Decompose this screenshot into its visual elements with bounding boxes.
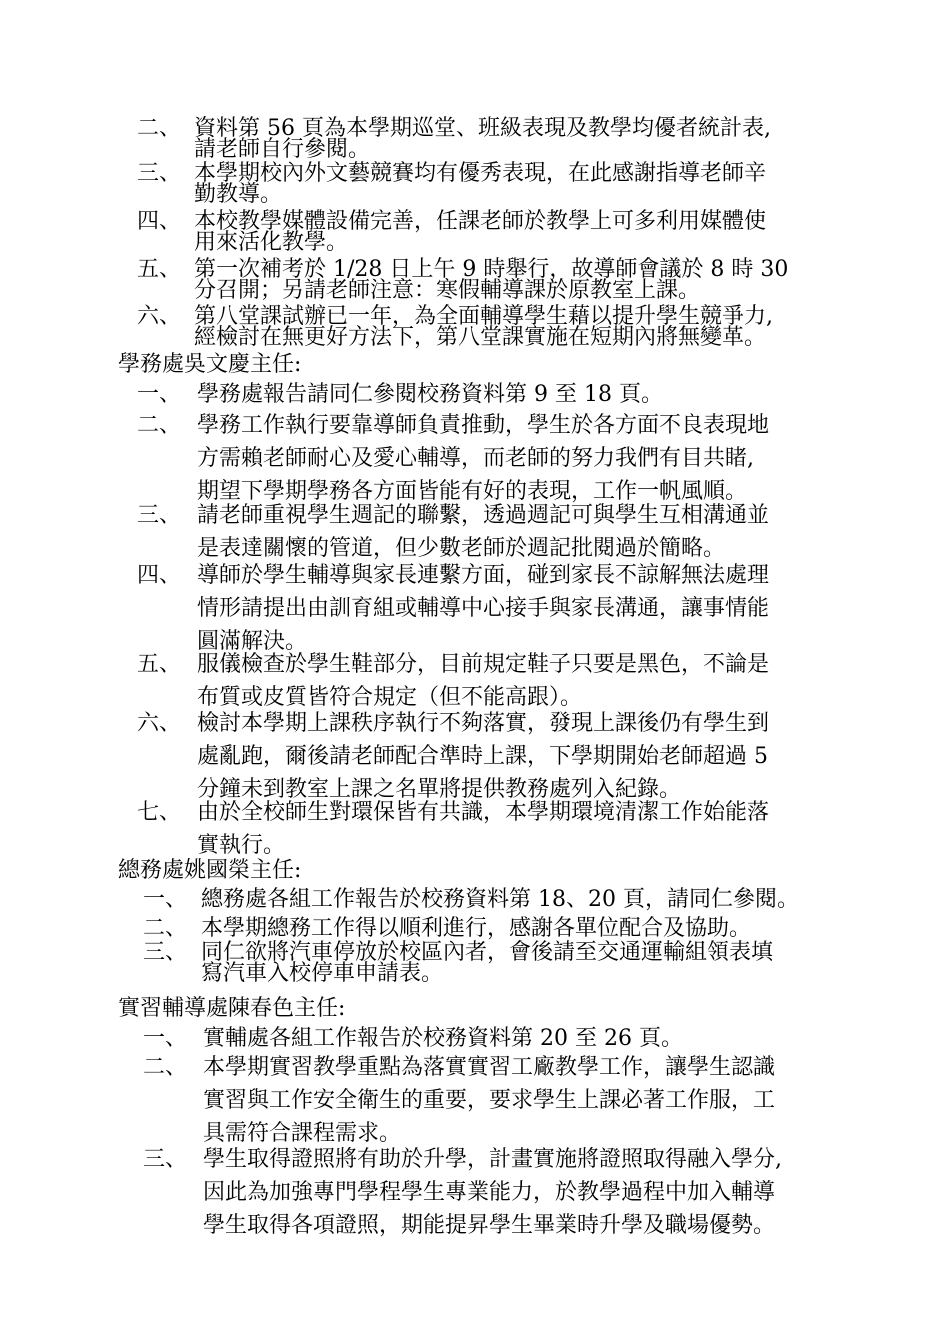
item-text-line: 因此為加強專門學程學生專業能力，於教學過程中加入輔導 (203, 1180, 776, 1205)
item-number: 一、 (143, 887, 188, 912)
item-text-line: 分召開；另請老師注意：寒假輔導課於原教室上課。 (194, 278, 701, 303)
item-number: 五、 (137, 652, 182, 677)
item-text-line: 本學期實習教學重點為落實實習工廠教學工作，讓學生認識 (203, 1055, 776, 1080)
item-text-line: 分鐘未到教室上課之名單將提供教務處列入紀錄。 (197, 777, 682, 802)
item-text-line: 經檢討在無更好方法下，第八堂課實施在短期內將無變革。 (194, 325, 767, 350)
item-text-line: 本學期總務工作得以順利進行，感謝各單位配合及協助。 (201, 916, 752, 941)
item-text-line: 資料第 56 頁為本學期巡堂、班級表現及教學均優者統計表, (194, 116, 771, 141)
item-text-line: 實習與工作安全衛生的重要，要求學生上課必著工作服，工 (203, 1088, 776, 1113)
item-number: 二、 (143, 916, 188, 941)
item-number: 五、 (137, 257, 182, 282)
item-text-line: 實輔處各組工作報告於校務資料第 20 至 26 頁。 (203, 1026, 683, 1051)
item-number: 三、 (137, 503, 182, 528)
item-number: 七、 (137, 800, 182, 825)
item-text-line: 服儀檢查於學生鞋部分，目前規定鞋子只要是黑色，不論是 (197, 652, 770, 677)
item-text-line: 方需賴老師耐心及愛心輔導，而老師的努力我們有目共睹, (197, 446, 754, 471)
section-heading: 總務處姚國榮主任: (118, 858, 302, 883)
item-text-line: 學生取得證照將有助於升學，計畫實施將證照取得融入學分, (203, 1147, 782, 1172)
item-text-line: 圓滿解決。 (197, 629, 308, 654)
item-number: 三、 (143, 940, 188, 965)
item-number: 四、 (137, 209, 182, 234)
item-text-line: 同仁欲將汽車停放於校區內者，會後請至交通運輸組領表填 (201, 940, 774, 965)
item-text-line: 布質或皮質皆符合規定（但不能高跟）。 (197, 685, 583, 710)
item-text-line: 具需符合課程需求。 (203, 1121, 402, 1146)
item-text-line: 勤教導。 (194, 182, 283, 207)
item-text-line: 本校教學媒體設備完善，任課老師於教學上可多利用媒體使 (194, 209, 767, 234)
item-text-line: 期望下學期學務各方面皆能有好的表現，工作一帆風順。 (197, 479, 748, 504)
section-heading: 實習輔導處陳春色主任: (118, 996, 346, 1021)
item-text-line: 寫汽車入校停車申請表。 (201, 961, 444, 986)
item-number: 一、 (137, 382, 182, 407)
item-text-line: 實執行。 (197, 833, 286, 858)
item-text-line: 請老師自行參閱。 (194, 137, 371, 162)
item-text-line: 檢討本學期上課秩序執行不夠落實，發現上課後仍有學生到 (197, 711, 770, 736)
item-text-line: 第一次補考於 1/28 日上午 9 時舉行，故導師會議於 8 時 30 (194, 257, 789, 282)
item-number: 三、 (143, 1147, 188, 1172)
item-text-line: 用來活化教學。 (194, 230, 349, 255)
item-text-line: 學務處報告請同仁參閱校務資料第 9 至 18 頁。 (197, 382, 663, 407)
item-text-line: 第八堂課試辦已一年，為全面輔導學生藉以提升學生競爭力, (194, 304, 773, 329)
item-text-line: 情形請提出由訓育組或輔導中心接手與家長溝通，讓事情能 (197, 596, 770, 621)
item-text-line: 導師於學生輔導與家長連繫方面，碰到家長不諒解無法處理 (197, 563, 770, 588)
item-number: 六、 (137, 711, 182, 736)
item-number: 四、 (137, 563, 182, 588)
item-number: 六、 (137, 304, 182, 329)
item-text-line: 由於全校師生對環保皆有共識，本學期環境清潔工作始能落 (197, 800, 770, 825)
item-text-line: 是表達關懷的管道，但少數老師於週記批閱過於簡略。 (197, 536, 726, 561)
item-text-line: 處亂跑，爾後請老師配合準時上課，下學期開始老師超過 5 (197, 744, 768, 769)
item-text-line: 學務工作執行要靠導師負責推動，學生於各方面不良表現地 (197, 413, 770, 438)
item-text-line: 請老師重視學生週記的聯繫，透過週記可與學生互相溝通並 (197, 503, 770, 528)
item-text-line: 本學期校內外文藝競賽均有優秀表現，在此感謝指導老師辛 (194, 161, 767, 186)
item-number: 二、 (143, 1055, 188, 1080)
item-number: 一、 (143, 1026, 188, 1051)
item-number: 三、 (137, 161, 182, 186)
item-number: 二、 (137, 116, 182, 141)
item-text-line: 總務處各組工作報告於校務資料第 18、20 頁，請同仁參閱。 (201, 887, 799, 912)
item-number: 二、 (137, 413, 182, 438)
section-heading: 學務處吳文慶主任: (118, 352, 302, 377)
item-text-line: 學生取得各項證照，期能提昇學生畢業時升學及職場優勢。 (203, 1213, 776, 1238)
